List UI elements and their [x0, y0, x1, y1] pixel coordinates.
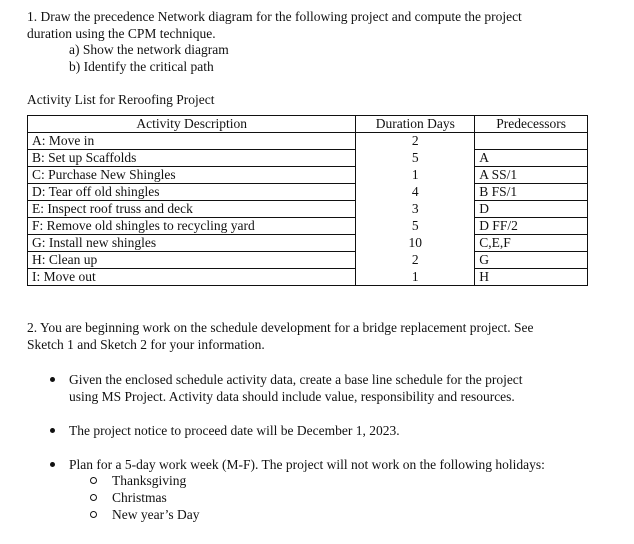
table-header-row: [28, 116, 588, 133]
activity-predecessors: [475, 133, 588, 150]
bullet-icon: [50, 377, 55, 382]
bullet-list-item: [47, 456, 545, 473]
bullet-text-continuation: using MS Project. Activity data should include value, responsibility and resources.: [69, 389, 515, 404]
activity-description: I: Move out: [28, 269, 356, 286]
table-row: [28, 133, 588, 150]
hollow-bullet-icon: [90, 511, 97, 518]
table-row: [28, 269, 588, 286]
bullet-text: Plan for a 5-day work week (M-F). The project will not work on the following holidays:: [69, 457, 545, 472]
table-row: [28, 201, 588, 218]
activity-description: D: Tear off old shingles: [28, 184, 356, 201]
activity-duration: 1: [356, 269, 475, 286]
question-2-line-1: 2. You are beginning work on the schedule development for a bridge replacement project. See: [27, 320, 534, 335]
holiday-item: [88, 506, 199, 523]
activity-duration: 1: [356, 167, 475, 184]
activity-predecessors: C,E,F: [475, 235, 588, 252]
question-1-part-a: a) Show the network diagram: [69, 42, 229, 57]
table-row: [28, 218, 588, 235]
bullet-list-item: [47, 422, 400, 439]
activity-description: A: Move in: [28, 133, 356, 150]
activity-description: E: Inspect roof truss and deck: [28, 201, 356, 218]
holiday-list: [88, 472, 199, 523]
activity-predecessors: A: [475, 150, 588, 167]
activity-description: C: Purchase New Shingles: [28, 167, 356, 184]
table-row: [28, 150, 588, 167]
activity-description: G: Install new shingles: [28, 235, 356, 252]
table-caption: Activity List for Reroofing Project: [27, 92, 215, 107]
header-duration-days: Duration Days: [356, 116, 475, 133]
activity-duration: 4: [356, 184, 475, 201]
table-row: [28, 252, 588, 269]
hollow-bullet-icon: [90, 494, 97, 501]
holiday-text: Thanksgiving: [112, 473, 187, 488]
activity-predecessors: A SS/1: [475, 167, 588, 184]
header-predecessors: Predecessors: [475, 116, 588, 133]
activity-description: H: Clean up: [28, 252, 356, 269]
question-1-part-b: b) Identify the critical path: [69, 59, 214, 74]
activity-table: [27, 115, 588, 286]
bullet-icon: [50, 428, 55, 433]
table-row: [28, 235, 588, 252]
bullet-text: The project notice to proceed date will be December 1, 2023.: [69, 423, 400, 438]
bullet-icon: [50, 462, 55, 467]
holiday-text: Christmas: [112, 490, 167, 505]
activity-description: F: Remove old shingles to recycling yard: [28, 218, 356, 235]
bullet-list-item: [47, 371, 523, 388]
activity-predecessors: G: [475, 252, 588, 269]
holiday-item: [88, 489, 199, 506]
question-1-line-2: duration using the CPM technique.: [27, 26, 216, 41]
activity-duration: 5: [356, 218, 475, 235]
hollow-bullet-icon: [90, 477, 97, 484]
table-row: [28, 167, 588, 184]
question-2-line-2: Sketch 1 and Sketch 2 for your information.: [27, 337, 265, 352]
bullet-text: Given the enclosed schedule activity data, create a base line schedule for the project: [69, 372, 523, 387]
activity-predecessors: H: [475, 269, 588, 286]
activity-description: B: Set up Scaffolds: [28, 150, 356, 167]
activity-predecessors: B FS/1: [475, 184, 588, 201]
holiday-item: [88, 472, 199, 489]
header-activity-description: Activity Description: [28, 116, 356, 133]
activity-predecessors: D: [475, 201, 588, 218]
activity-duration: 2: [356, 133, 475, 150]
activity-duration: 5: [356, 150, 475, 167]
activity-predecessors: D FF/2: [475, 218, 588, 235]
activity-duration: 2: [356, 252, 475, 269]
activity-duration: 10: [356, 235, 475, 252]
table-row: [28, 184, 588, 201]
question-1-line-1: 1. Draw the precedence Network diagram for the following project and compute the project: [27, 9, 522, 24]
holiday-text: New year’s Day: [112, 507, 200, 522]
activity-duration: 3: [356, 201, 475, 218]
